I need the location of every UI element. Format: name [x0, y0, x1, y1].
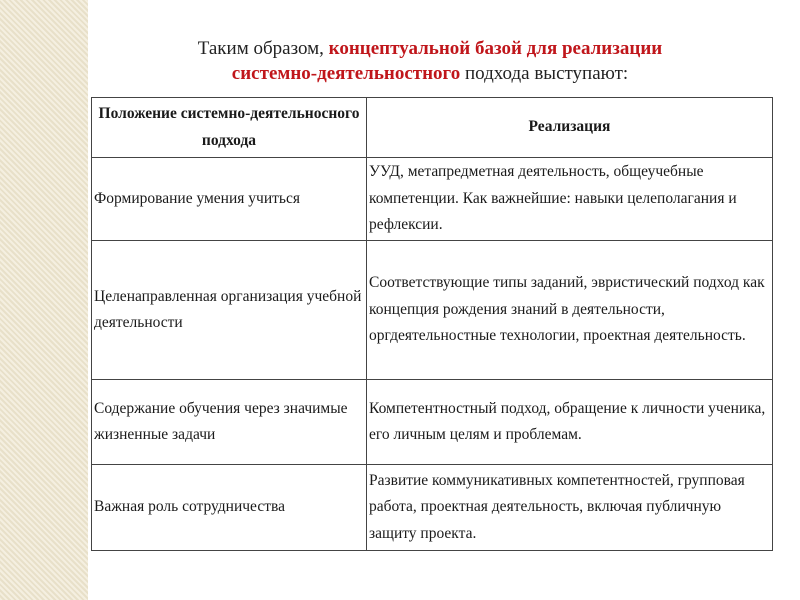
- position-cell: Целенаправленная организация учебной деятельности: [92, 241, 367, 380]
- table-row: [92, 465, 773, 551]
- table-header-row: [92, 98, 773, 158]
- table-row: [92, 241, 773, 380]
- implementation-cell: Развитие коммуникативных компетентностей, групповая работа, проектная деятельность, включая публичную защиту проекта.: [367, 465, 773, 551]
- implementation-cell: Соответствующие типы заданий, эвристический подход как концепция рождения знаний в деятельности, оргдеятельностные технологии, проектная деятельность.: [367, 241, 773, 380]
- implementation-cell: УУД, метапредметная деятельность, общеучебные компетенции. Как важнейшие: навыки целеполагания и рефлексии.: [367, 158, 773, 241]
- table-row: [92, 380, 773, 465]
- slide-heading: [130, 36, 730, 86]
- position-cell: Важная роль сотрудничества: [92, 465, 367, 551]
- position-cell: Формирование умения учиться: [92, 158, 367, 241]
- heading-text-start: Таким образом,: [197, 38, 329, 59]
- column-header-implementation: Реализация: [367, 98, 773, 158]
- heading-text-end: подхода выступают:: [460, 63, 629, 84]
- heading-highlight-2: системно-деятельностного: [231, 63, 461, 84]
- heading-highlight-1: концептуальной базой для реализации: [328, 38, 663, 59]
- position-cell: Содержание обучения через значимые жизненные задачи: [92, 380, 367, 465]
- implementation-cell: Компетентностный подход, обращение к личности ученика, его личным целям и проблемам.: [367, 380, 773, 465]
- decorative-side-strip: [0, 0, 88, 600]
- concept-table: [91, 97, 773, 551]
- column-header-position: Положение системно-деятельносного подхода: [92, 98, 367, 158]
- table-row: [92, 158, 773, 241]
